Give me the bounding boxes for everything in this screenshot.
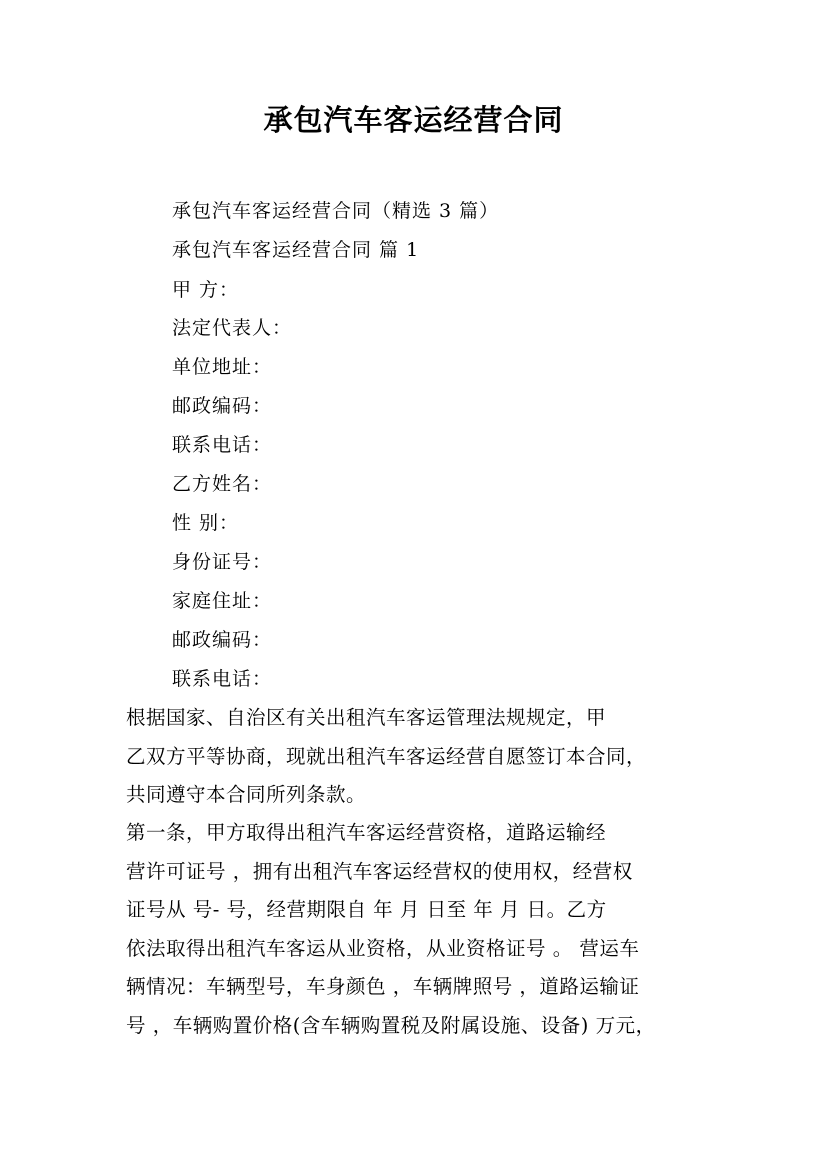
paragraph-line: 根据国家、自治区有关出租汽车客运管理法规规定，甲 xyxy=(126,706,607,729)
field-unit-address: 单位地址： xyxy=(172,356,273,378)
field-legal-representative: 法定代表人： xyxy=(172,317,293,339)
paragraph-line: 乙双方平等协商，现就出租汽车客运经营自愿签订本合同， xyxy=(126,744,647,768)
field-phone-a: 联系电话： xyxy=(172,434,273,456)
paragraph-line: 依法取得出租汽车客运从业资格，从业资格证号 。 营运车 xyxy=(126,936,640,960)
field-party-a: 甲 方： xyxy=(172,279,240,301)
section-heading: 承包汽车客运经营合同 篇 1 xyxy=(172,239,420,261)
field-postal-code-b: 邮政编码： xyxy=(172,629,273,651)
paragraph-line: 辆情况：车辆型号，车身颜色 ，车辆牌照号 ，道路运输证 xyxy=(126,975,640,998)
paragraph-line: 证号从 号- 号，经营期限自 年 月 日至 年 月 日。乙方 xyxy=(126,898,607,921)
paragraph-line: 共同遵守本合同所列条款。 xyxy=(126,783,367,806)
paragraph-line: 第一条，甲方取得出租汽车客运经营资格，道路运输经 xyxy=(126,821,607,844)
paragraph-preamble xyxy=(126,699,706,815)
paragraph-line: 营许可证号 ，拥有出租汽车客运经营权的使用权，经营权 xyxy=(126,859,633,883)
paragraph-line: 号 ，车辆购置价格(含车辆购置税及附属设施、设备) 万元， xyxy=(126,1013,656,1037)
document-title: 承包汽车客运经营合同 xyxy=(263,103,564,137)
document-subtitle: 承包汽车客运经营合同（精选 3 篇） xyxy=(172,200,500,222)
field-phone-b: 联系电话： xyxy=(172,668,273,690)
paragraph-article-1 xyxy=(126,814,706,1045)
field-postal-code-a: 邮政编码： xyxy=(172,395,273,417)
field-party-b-name: 乙方姓名： xyxy=(172,473,273,495)
field-id-number: 身份证号： xyxy=(172,551,273,573)
field-home-address: 家庭住址： xyxy=(172,590,273,612)
field-gender: 性 别： xyxy=(172,512,240,534)
